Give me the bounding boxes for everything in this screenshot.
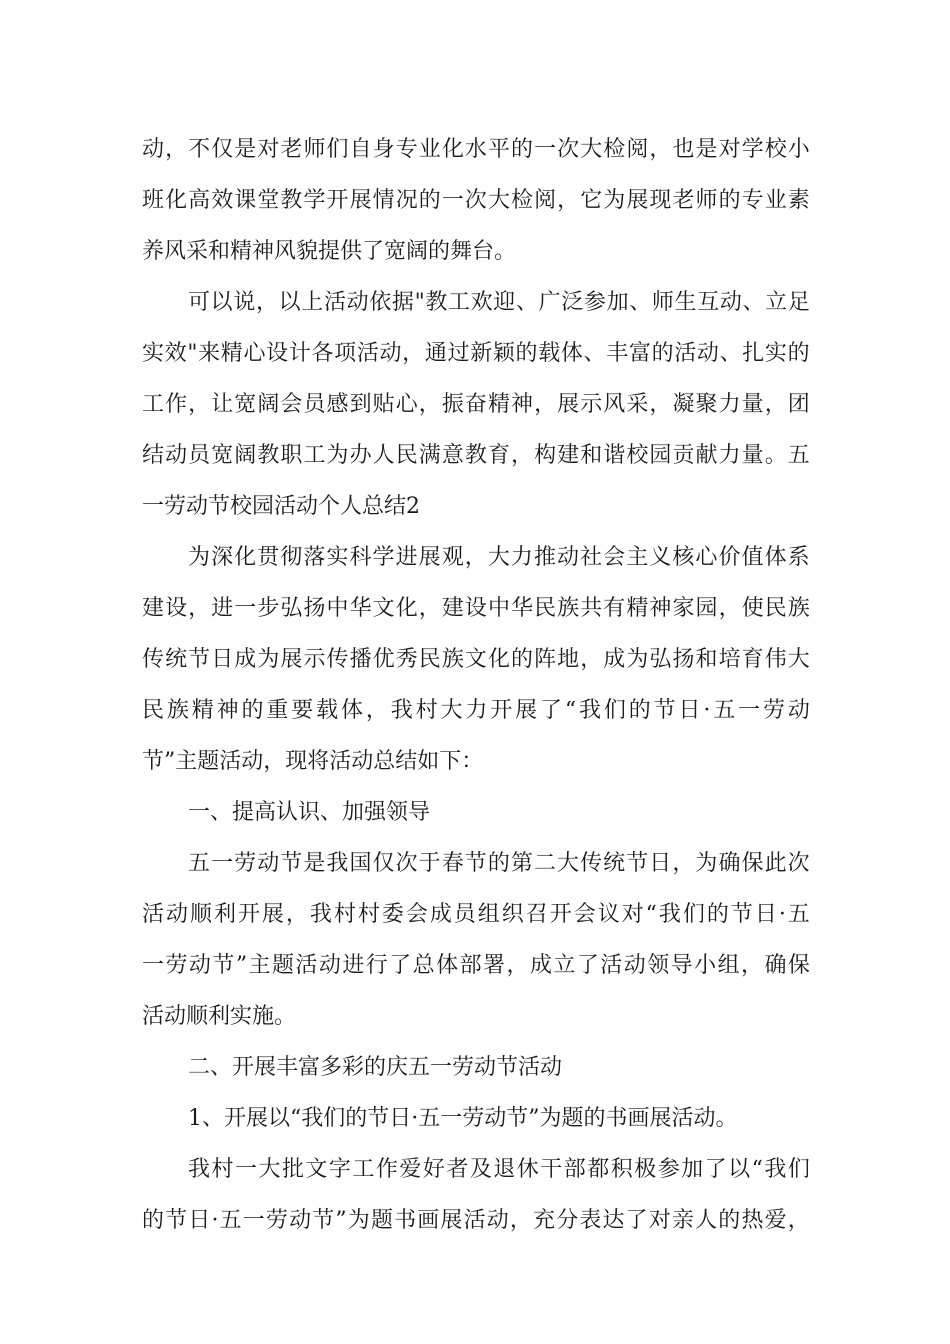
text-line: 为 深 化 贯 彻 落 实 科 学 进 展 观 ， 大 力 推 动 社 会 主 义 核 心 价 值 体 系 xyxy=(188,545,810,570)
text-line: 一劳动节校园活动个人总结2 xyxy=(142,494,420,519)
text-line: 养风采和精神风貌提供了宽阔的舞台。 xyxy=(142,239,517,264)
section-heading: 二、开展丰富多彩的庆五一劳动节活动 xyxy=(188,1055,563,1080)
text-line: 五 一 劳 动 节 是 我 国 仅 次 于 春 节 的 第 二 大 传 统 节 日 ， 为 确 保 此 次 xyxy=(188,851,810,876)
text-line: 班 化 高 效 课 堂 教 学 开 展 情 况 的 一 次 大 检 阅 ， 它 为 展 现 老 师 的 专 业 素 xyxy=(142,188,810,213)
text-line: 传 统 节 日 成 为 展 示 传 播 优 秀 民 族 文 化 的 阵 地 ， 成 为 弘 扬 和 培 育 伟 大 xyxy=(142,647,810,672)
text-line: 节”主题活动，现将活动总结如下： xyxy=(142,749,484,774)
text-line: 活动顺利实施。 xyxy=(142,1004,297,1029)
text-line: 民 族 精 神 的 重 要 载 体 ， 我 村 大 力 开 展 了 “ 我 们 的 节 日 · 五 一 劳 动 xyxy=(142,698,810,723)
text-line: 结 动 员 宽 阔 教 职 工 为 办 人 民 满 意 教 育 ， 构 建 和 谐 校 园 贡 献 力 量 。 五 xyxy=(142,443,810,468)
document-body xyxy=(142,124,810,1246)
text-line: 一 劳 动 节 ” 主 题 活 动 进 行 了 总 体 部 署 ， 成 立 了 活 动 领 导 小 组 ， 确 保 xyxy=(142,953,810,978)
text-line: 工 作 ， 让 宽 阔 会 员 感 到 贴 心 ， 振 奋 精 神 ， 展 示 风 采 ， 凝 聚 力 量 ， 团 xyxy=(142,392,810,417)
text-line: 实 效 " 来 精 心 设 计 各 项 活 动 ， 通 过 新 颖 的 载 体 、 丰 富 的 活 动 、 扎 实 的 xyxy=(142,341,810,366)
text-line: 可 以 说 ， 以 上 活 动 依 据 " 教 工 欢 迎 、 广 泛 参 加 、 师 生 互 动 、 立 足 xyxy=(188,290,810,315)
list-item-heading: 1、开展以“我们的节日·五一劳动节”为题的书画展活动。 xyxy=(188,1106,738,1131)
text-line: 活 动 顺 利 开 展 ， 我 村 村 委 会 成 员 组 织 召 开 会 议 对 “ 我 们 的 节 日 · 五 xyxy=(142,902,810,927)
text-line: 动 ， 不 仅 是 对 老 师 们 自 身 专 业 化 水 平 的 一 次 大 检 阅 ， 也 是 对 学 校 小 xyxy=(142,137,810,162)
text-line: 我 村 一 大 批 文 字 工 作 爱 好 者 及 退 休 干 部 都 积 极 参 加 了 以 “ 我 们 xyxy=(188,1157,810,1182)
text-line: 的 节 日 · 五 一 劳 动 节 ” 为 题 书 画 展 活 动 ， 充 分 表 达 了 对 亲 人 的 热 爱 ， xyxy=(142,1208,810,1233)
text-line: 建 设 ， 进 一 步 弘 扬 中 华 文 化 ， 建 设 中 华 民 族 共 有 精 神 家 园 ， 使 民 族 xyxy=(142,596,810,621)
section-heading: 一、提高认识、加强领导 xyxy=(188,800,431,825)
